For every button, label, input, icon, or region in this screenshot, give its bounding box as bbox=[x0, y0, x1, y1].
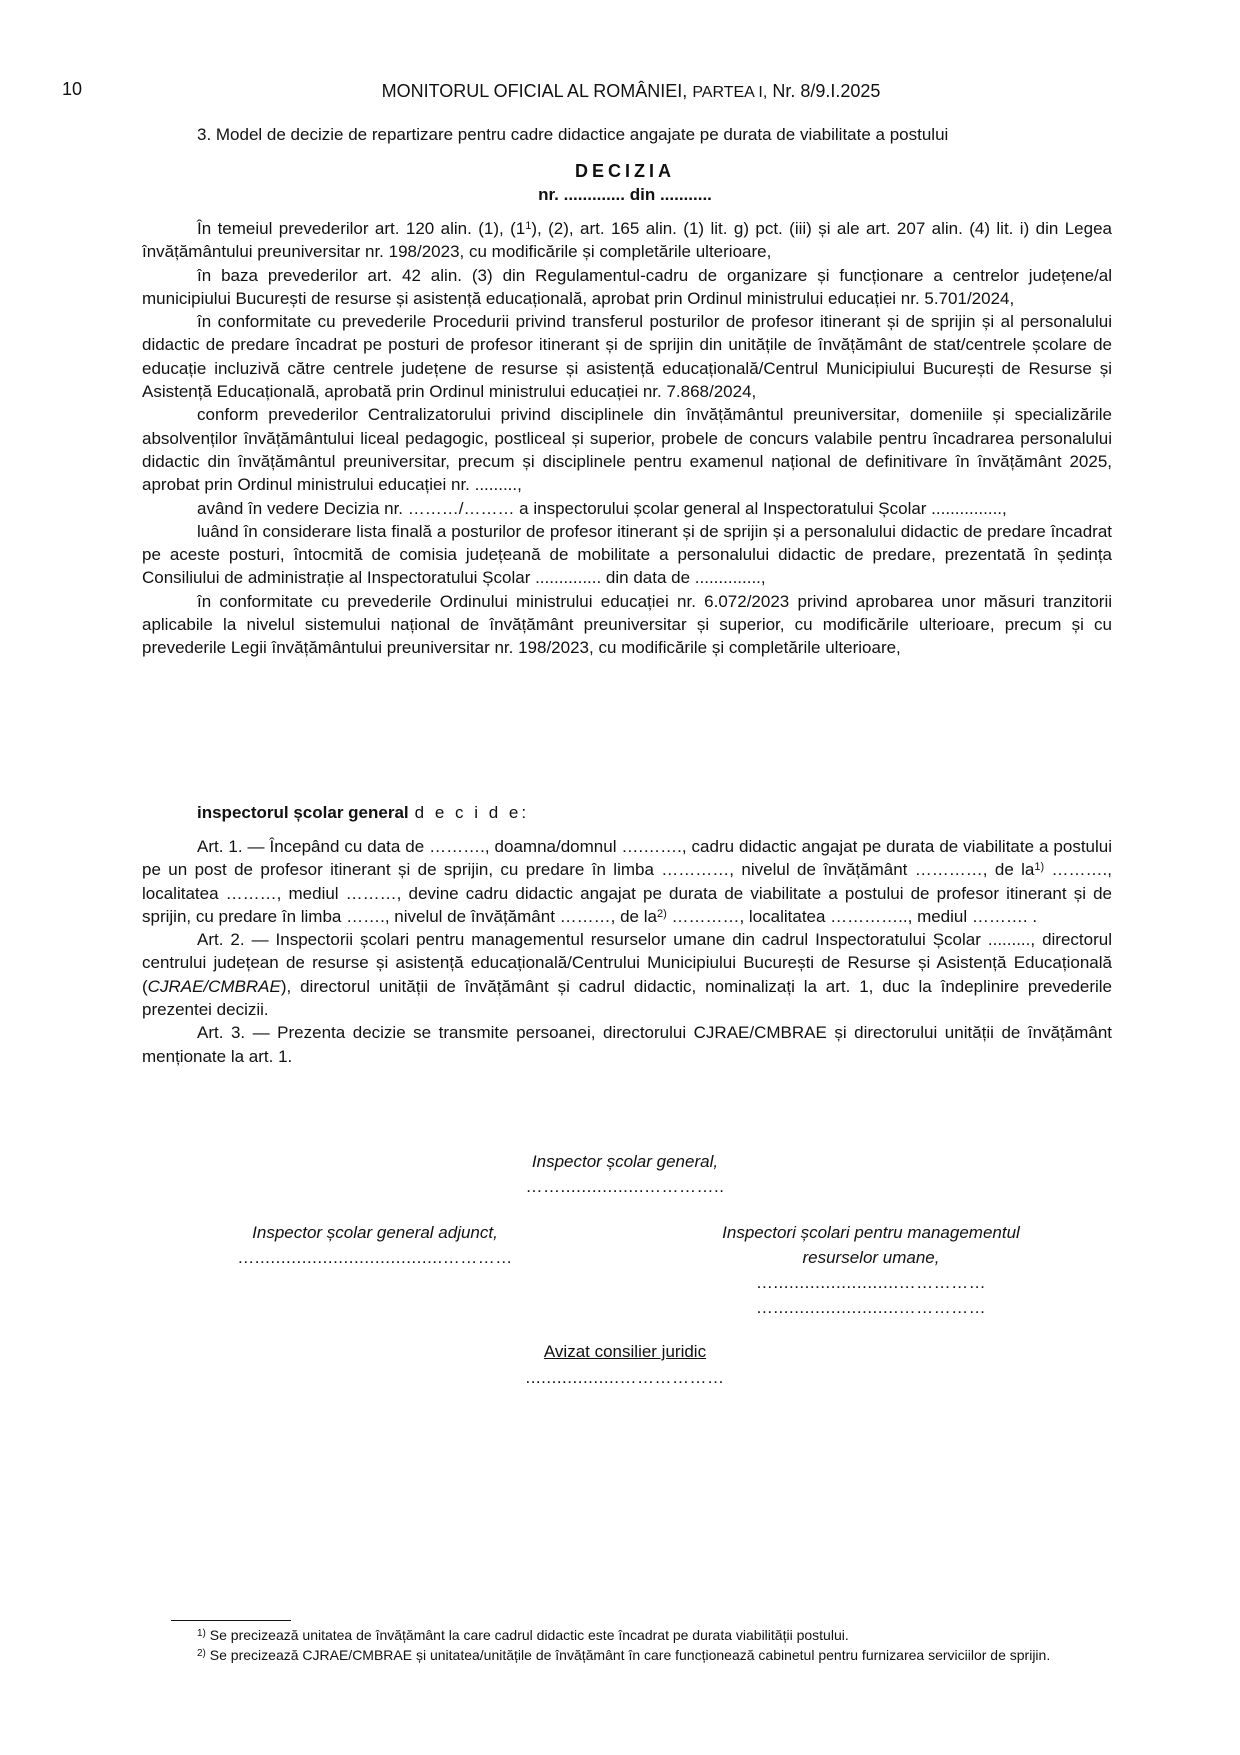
legal-advisor bbox=[425, 1340, 825, 1363]
signature-hr-title: Inspectori școlari pentru managementul bbox=[722, 1223, 1020, 1242]
decision-number: nr. ............. din ........... bbox=[538, 185, 712, 204]
preamble-paragraph: având în vedere Decizia nr. ………/……… a inspectorului școlar general al Inspectoratului Școlar ..............., bbox=[197, 498, 1007, 518]
document-title: DECIZIA bbox=[575, 161, 675, 181]
article-2 bbox=[142, 928, 1112, 1021]
preamble bbox=[142, 217, 1112, 660]
superscript: 1 bbox=[525, 220, 532, 232]
preamble-paragraph: în conformitate cu prevederile Procedurii privind transferul posturilor de profesor itinerant și de sprijin și al personalului didactic de predare încadrat pe posturi de profesor itinerant și de sprijin din unitățile de învățământ de stat/centrele școlare de educație incluzivă către centrele județene de resurse și asistență educațională/Centrul Municipiului București de Resurse și Asistență Educațională, aprobată prin Ordinul ministrului educației nr. 7.868/2024, bbox=[142, 312, 1112, 402]
article-1 bbox=[142, 835, 1112, 928]
text: ………., localitatea ………, mediul ………, devine cadru didactic angajat pe durata de viabilitate a postului de profesor itinerant și de sprijin, cu predare în limba ……., nivelul de învățământ ………, de la bbox=[142, 860, 1112, 926]
publication-name: MONITORUL OFICIAL AL ROMÂNIEI, bbox=[381, 81, 688, 101]
preamble-paragraph: conform prevederilor Centralizatorului privind disciplinele din învățământul preuniversitar, domeniile și specializările absolvenților învățământului liceal pedagogic, postliceal și superior, probele de concurs valabile pentru încadrarea personalului didactic din învățământul preuniversitar, precum și disciplinele pentru examenul național de definitivare în învățământ 2025, aprobat prin Ordinul ministrului educației nr. ........., bbox=[142, 405, 1112, 495]
footnote-mark: 1) bbox=[197, 1628, 206, 1639]
footnotes bbox=[142, 1625, 1112, 1665]
running-header bbox=[0, 80, 1240, 104]
article-3: Art. 3. — Prezenta decizie se transmite persoanei, directorului CJRAE/CMBRAE și directorului unității de învățământ menționate la art. 1. bbox=[142, 1023, 1112, 1066]
decides-subject: inspectorul școlar general bbox=[197, 803, 409, 822]
signature-hr-dots: …........................…………… bbox=[755, 1298, 987, 1317]
footnote-separator bbox=[171, 1620, 291, 1621]
text: Art. 1. — Începând cu data de ………., doamna/domnul ….……., cadru didactic angajat pe durata de viabilitate a postului pe un post de profesor itinerant și de sprijin, cu predare în limba …………, nivelul de învățământ …………, de la bbox=[142, 837, 1112, 880]
preamble-paragraph: luând în considerare lista finală a posturilor de profesor itinerant și de sprijin și a personalului didactic de predare încadrat pe aceste posturi, întocmită de comisia județeană de mobilitate a personalului didactic de predare, prezentată în ședința Consiliului de administrație al Inspectoratului Școlar .............. din data de .............., bbox=[142, 521, 1112, 588]
text: CJRAE/CMBRAE bbox=[147, 976, 281, 996]
text: Art. 2. — Inspectorii școlari pentru managementul resurselor umane din cadrul Inspectoratului Școlar ........., directorul centrului județean de resurse și asistență educațională/Centrului Municipiului București de Resurse și Asistență Educațională ( bbox=[142, 930, 1112, 996]
text: ), (2), art. 165 alin. (1) lit. g) pct. (iii) și ale art. 207 alin. (4) lit. i) din Legea învățământului preuniversitar nr. 198/2023, cu modificările și completările ulterioare, bbox=[142, 219, 1112, 262]
footnote bbox=[142, 1645, 1112, 1665]
footnote-mark: 2) bbox=[197, 1648, 206, 1659]
signature-hr-title-2: resurselor umane, bbox=[802, 1248, 940, 1267]
preamble-paragraph: în conformitate cu prevederile Ordinului ministrului educației nr. 6.072/2023 privind aprobarea unor măsuri tranzitorii aplicabile la nivelul sistemului național de învățământ preuniversitar și superior, cu modificările ulterioare, precum și cu prevederile Legii învățământului preuniversitar nr. 198/2023, cu modificările și completările ulterioare, bbox=[142, 591, 1112, 658]
footnote-text: Se precizează CJRAE/CMBRAE și unitatea/unitățile de învățământ în care funcționează cabinetul pentru furnizarea serviciilor de sprijin. bbox=[205, 1647, 1051, 1663]
decides-line bbox=[197, 801, 529, 824]
preamble-paragraph bbox=[142, 217, 1112, 264]
footnote-ref: 2) bbox=[656, 907, 667, 920]
publication-part: PARTEA I, bbox=[692, 84, 768, 101]
signature-deputy-dots: …....................................………… bbox=[237, 1248, 513, 1267]
signature-hr-dots: …........................…………… bbox=[755, 1273, 987, 1292]
text: ), directorul unității de învățământ și cadrul didactic, nominalizați la art. 1, duc la îndeplinire prevederile prezentei decizii. bbox=[142, 976, 1112, 1020]
legal-advisor-dots: ..................……………… bbox=[525, 1368, 725, 1387]
legal-advisor-title: Avizat consilier juridic bbox=[543, 1342, 707, 1361]
text: …………, localitatea ………….., mediul ………. . bbox=[666, 906, 1038, 926]
footnote bbox=[142, 1625, 1112, 1645]
footnote-text: Se precizează unitatea de învățământ la care cadrul didactic este încadrat pe durata viabilității postului. bbox=[205, 1627, 849, 1643]
signature-general-title: Inspector școlar general, bbox=[531, 1152, 719, 1171]
page-number: 10 bbox=[62, 79, 83, 99]
articles bbox=[142, 835, 1112, 1068]
signature-deputy-title: Inspector școlar general adjunct, bbox=[252, 1223, 498, 1242]
text: În temeiul prevederilor art. 120 alin. (1), (1 bbox=[197, 219, 526, 238]
preamble-paragraph: în baza prevederilor art. 42 alin. (3) din Regulamentul-cadru de organizare și funcționare a centrelor județene/al municipiului București de resurse și asistență educațională, aprobat prin Ordinul ministrului educației nr. 5.701/2024, bbox=[142, 265, 1112, 308]
publication-issue: Nr. 8/9.I.2025 bbox=[772, 81, 881, 101]
signature-general-dots: ……................………….. bbox=[525, 1177, 725, 1196]
section-subtitle: 3. Model de decizie de repartizare pentru cadre didactice angajate pe durata de viabilitate a postului bbox=[197, 125, 949, 144]
decides-verb: d e c i d e: bbox=[414, 803, 530, 822]
footnote-ref: 1) bbox=[1034, 861, 1045, 874]
